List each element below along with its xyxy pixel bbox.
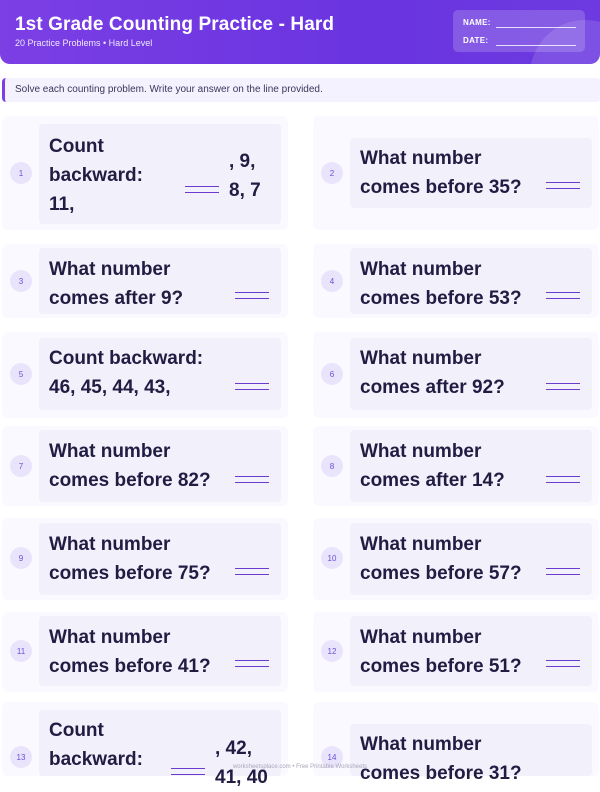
date-line <box>496 45 576 46</box>
answer-line[interactable] <box>235 660 269 667</box>
name-date-box <box>453 10 585 52</box>
problem-question-box <box>39 523 281 595</box>
name-line <box>496 27 576 28</box>
instructions-text: Solve each counting problem. Write your answer on the line provided. <box>15 84 323 95</box>
problem-text: What number comes after 9? <box>49 259 184 309</box>
problem-question-box <box>39 430 281 502</box>
problem-question-box <box>350 430 592 502</box>
worksheet-title: 1st Grade Counting Practice - Hard <box>15 14 335 35</box>
problem-text: What number comes before 51? <box>360 627 522 677</box>
problem-number: 9 <box>10 547 32 569</box>
problem-text: Count backward: 46, 45, 44, 43, <box>49 348 204 398</box>
answer-line[interactable] <box>546 383 580 390</box>
problem-card-4 <box>313 244 599 318</box>
problem-question-box <box>350 338 592 410</box>
answer-line[interactable] <box>235 292 269 299</box>
problem-number: 14 <box>321 746 343 768</box>
problem-question-box <box>350 523 592 595</box>
answer-line[interactable] <box>185 186 219 193</box>
problem-question-box <box>39 248 281 314</box>
problem-card-11 <box>2 612 288 692</box>
problem-number: 4 <box>321 270 343 292</box>
date-label: DATE: <box>463 36 489 45</box>
problem-text-tail: , 9, 8, 7 <box>229 151 261 201</box>
problem-text: What number comes after 14? <box>360 441 505 491</box>
problem-number: 2 <box>321 162 343 184</box>
problem-text: What number comes before 31? <box>360 734 522 784</box>
answer-line[interactable] <box>546 292 580 299</box>
answer-line[interactable] <box>546 568 580 575</box>
problem-text: What number comes before 35? <box>360 148 522 198</box>
problem-card-10 <box>313 518 599 600</box>
name-label: NAME: <box>463 18 491 27</box>
problem-question-box <box>39 616 281 686</box>
problem-number: 12 <box>321 640 343 662</box>
problem-card-8 <box>313 426 599 506</box>
problem-question-box <box>39 124 281 224</box>
problem-card-9 <box>2 518 288 600</box>
answer-line[interactable] <box>235 568 269 575</box>
problem-number: 5 <box>10 363 32 385</box>
page-footer: worksheetsplace.com • Free Printable Worksheets <box>232 764 368 770</box>
problem-card-5 <box>2 332 288 418</box>
problem-text: What number comes before 82? <box>49 441 211 491</box>
problem-text: What number comes before 57? <box>360 534 522 584</box>
problem-number: 11 <box>10 640 32 662</box>
problem-question-box <box>39 338 281 410</box>
problem-number: 7 <box>10 455 32 477</box>
problem-number: 1 <box>10 162 32 184</box>
answer-line[interactable] <box>235 383 269 390</box>
problem-text: What number comes before 75? <box>49 534 211 584</box>
problem-number: 8 <box>321 455 343 477</box>
answer-line[interactable] <box>546 476 580 483</box>
problem-text: What number comes after 92? <box>360 348 505 398</box>
worksheet-header <box>0 0 600 64</box>
problem-number: 6 <box>321 363 343 385</box>
problem-card-3 <box>2 244 288 318</box>
answer-line[interactable] <box>546 182 580 189</box>
problem-card-2 <box>313 116 599 230</box>
date-row <box>463 36 488 45</box>
answer-line[interactable] <box>235 476 269 483</box>
problem-number: 13 <box>10 746 32 768</box>
worksheet-subtitle: 20 Practice Problems • Hard Level <box>15 38 153 48</box>
problem-number: 3 <box>10 270 32 292</box>
problem-text: What number comes before 41? <box>49 627 211 677</box>
problem-text: Count backward: <box>49 720 143 770</box>
name-row <box>463 18 491 27</box>
problem-card-1 <box>2 116 288 230</box>
problem-card-6 <box>313 332 599 418</box>
problem-text: What number comes before 53? <box>360 259 522 309</box>
problem-text: Count backward: 11, <box>49 136 143 215</box>
answer-line[interactable] <box>546 660 580 667</box>
problem-question-box <box>350 138 592 208</box>
problem-question-box <box>350 616 592 686</box>
instructions-bar <box>2 78 600 102</box>
problem-text-tail: , 42, 41, 40 <box>215 738 268 788</box>
problem-number: 10 <box>321 547 343 569</box>
problem-question-box <box>350 248 592 314</box>
problem-card-7 <box>2 426 288 506</box>
problem-card-12 <box>313 612 599 692</box>
